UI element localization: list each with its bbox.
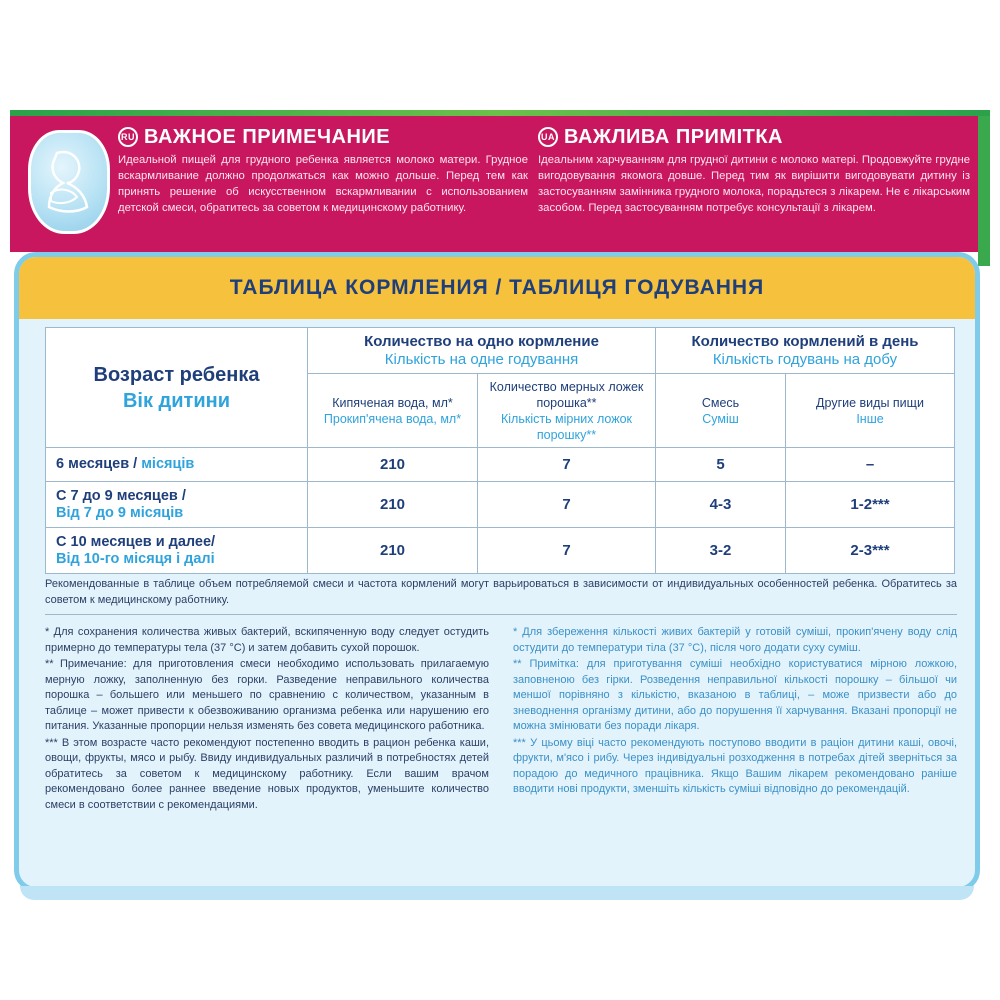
footnotes [45, 577, 957, 814]
water-header-ua: Прокип'ячена вода, мл* [323, 411, 462, 426]
age-ua: місяців [141, 456, 195, 472]
water-cell: 210 [308, 482, 478, 528]
mix-cell: 5 [656, 448, 786, 482]
note-ua [538, 116, 980, 252]
mix-cell: 3-2 [656, 528, 786, 574]
other-cell: 2-3*** [786, 528, 955, 574]
water-header [308, 374, 478, 448]
table-title: ТАБЛИЦА КОРМЛЕНИЯ / ТАБЛИЦЯ ГОДУВАННЯ [229, 276, 765, 299]
per-feeding-ru: Количество на одно кормление [364, 332, 599, 350]
note-ru [10, 116, 538, 252]
age-header [46, 328, 308, 448]
lang-ua-icon: UA [538, 127, 558, 147]
feedings-per-day-ru: Количество кормлений в день [691, 332, 919, 350]
note-ua-text: Ідеальним харчуванням для грудної дитини є молоко матері. Продовжуйте грудне вигодовування якомога довше. Перед тим як вирішити вигодовувати дитину із застосуванням замінника грудного молока, порадьтеся з лікарем. Не є лікарським засобом. Перед застосуванням потребує консультації з лікарем. [538, 154, 970, 214]
footnote-ru-3: *** В этом возрасте часто рекомендуют постепенно вводить в рацион ребенка каши, овощи, фрукты, мясо и рыбу. Ввиду индивидуальных различий в потребностях детей обратитесь за советом к медицинскому работнику. Если вашим врачом рекомендовано более раннее введение новых продуктов, уменьшите количество смеси в соответствии с рекомендациями. [45, 736, 489, 811]
age-cell [46, 448, 308, 482]
water-header-ru: Кипяченая вода, мл* [332, 395, 453, 410]
spoons-cell: 7 [478, 482, 656, 528]
age-ru: 6 месяцев / [56, 456, 142, 472]
other-food-ua: Інше [856, 411, 884, 426]
other-cell: 1-2*** [786, 482, 955, 528]
other-cell: – [786, 448, 955, 482]
spoons-cell: 7 [478, 448, 656, 482]
feeding-table-panel [14, 252, 980, 892]
spoons-header-ru: Количество мерных ложек порошка** [489, 379, 644, 410]
mother-child-icon [28, 130, 110, 234]
spoons-cell: 7 [478, 528, 656, 574]
footnote-ru-1: * Для сохранения количества живых бактерий, вскипяченную воду следует остудить примерно до температуры тела (37 °С) и затем добавить сухой порошок. [45, 626, 489, 654]
recommendation-note: Рекомендованные в таблице объем потребляемой смеси и частота кормлений могут варьироваться в зависимости от индивидуальных особенностей ребенка. Обратитесь за советом к медицинскому работнику. [45, 577, 957, 615]
per-feeding-header [308, 328, 656, 374]
other-food-ru: Другие виды пищи [816, 395, 924, 410]
age-cell [46, 528, 308, 574]
age-header-ua: Вік дитини [122, 389, 231, 412]
footnotes-ua [513, 625, 957, 814]
water-cell: 210 [308, 448, 478, 482]
age-ua: Від 10-го місяця і далі [56, 550, 215, 567]
note-ru-text: Идеальной пищей для грудного ребенка является молоко матери. Грудное вскармливание должно продолжаться как можно дольше. Перед тем как принять решение об искусственном вскармливании с использованием детской смеси, обратитесь за советом к медицинскому работнику. [118, 154, 528, 214]
footnote-ru-2: ** Примечание: для приготовления смеси необходимо использовать прилагаемую мерную ложку, заполненную без горки. Разведение неправильного количества порошка – большего или меньшего по сравнению с количеством, указанным в таблице – может привести к обезвоживанию организма ребенка или нарушению его питания. Указанные пропорции нельзя изменять без совета медицинского работника. [45, 658, 489, 732]
table-row [46, 448, 955, 482]
table-title-band [19, 257, 975, 319]
note-ua-heading [538, 124, 970, 150]
spoons-header [478, 374, 656, 448]
age-ru: С 10 месяцев и далее/ [56, 533, 216, 550]
footnote-ua-3: *** У цьому віці часто рекомендують поступово вводити в раціон дитини каші, овочі, фрукти, м'ясо і рибу. Через індивідуальні розходження в потребах дітей зверніться за порадою до медичного працівника. Якщо Вашим лікарем рекомендовано раніше вводити нові продукти, зменшіть кількість суміші відповідно до рекомендацій. [513, 736, 957, 795]
bottom-wave [20, 886, 974, 900]
spoons-header-ua: Кількість мірних ложок порошку** [500, 411, 633, 442]
green-edge [978, 116, 990, 266]
note-ru-heading [118, 124, 528, 150]
mix-cell: 4-3 [656, 482, 786, 528]
age-ru: С 7 до 9 месяцев / [56, 487, 186, 504]
feedings-per-day-ua: Кількість годувань на добу [712, 350, 898, 368]
table-row [46, 482, 955, 528]
lang-ru-icon: RU [118, 127, 138, 147]
mix-header-ua: Суміш [702, 411, 739, 426]
footnotes-ru [45, 625, 489, 814]
water-cell: 210 [308, 528, 478, 574]
footnote-ua-1: * Для збереження кількості живих бактерій у готовій суміші, прокип'ячену воду слід остудити до температури тіла (37 °С), після чого додати суху суміш. [513, 626, 957, 654]
mix-header-ru: Смесь [701, 395, 740, 410]
feeding-table [45, 327, 955, 574]
per-feeding-ua: Кількість на одне годування [384, 350, 579, 368]
table-row [46, 528, 955, 574]
footnote-ua-2: ** Примітка: для приготування суміші необхідно користуватися мірною ложкою, заповненою без гірки. Розведення неправильної кількості порошку – більшої чи меншої порівняно з кількістю, вказаною в таблиці, – може призвести або до зневоднення організму дитини, або до порушення її харчування. Вказані пропорції не можна змінювати без поради лікаря. [513, 658, 957, 732]
note-ru-title: ВАЖНОЕ ПРИМЕЧАНИЕ [144, 125, 391, 148]
age-header-ru: Возраст ребенка [93, 363, 260, 386]
age-ua: Від 7 до 9 місяців [56, 504, 184, 521]
age-cell [46, 482, 308, 528]
other-food-header [786, 374, 955, 448]
note-ua-title: ВАЖЛИВА ПРИМІТКА [564, 125, 783, 148]
feedings-per-day-header [656, 328, 955, 374]
mix-header [656, 374, 786, 448]
important-note-banner [10, 116, 980, 252]
